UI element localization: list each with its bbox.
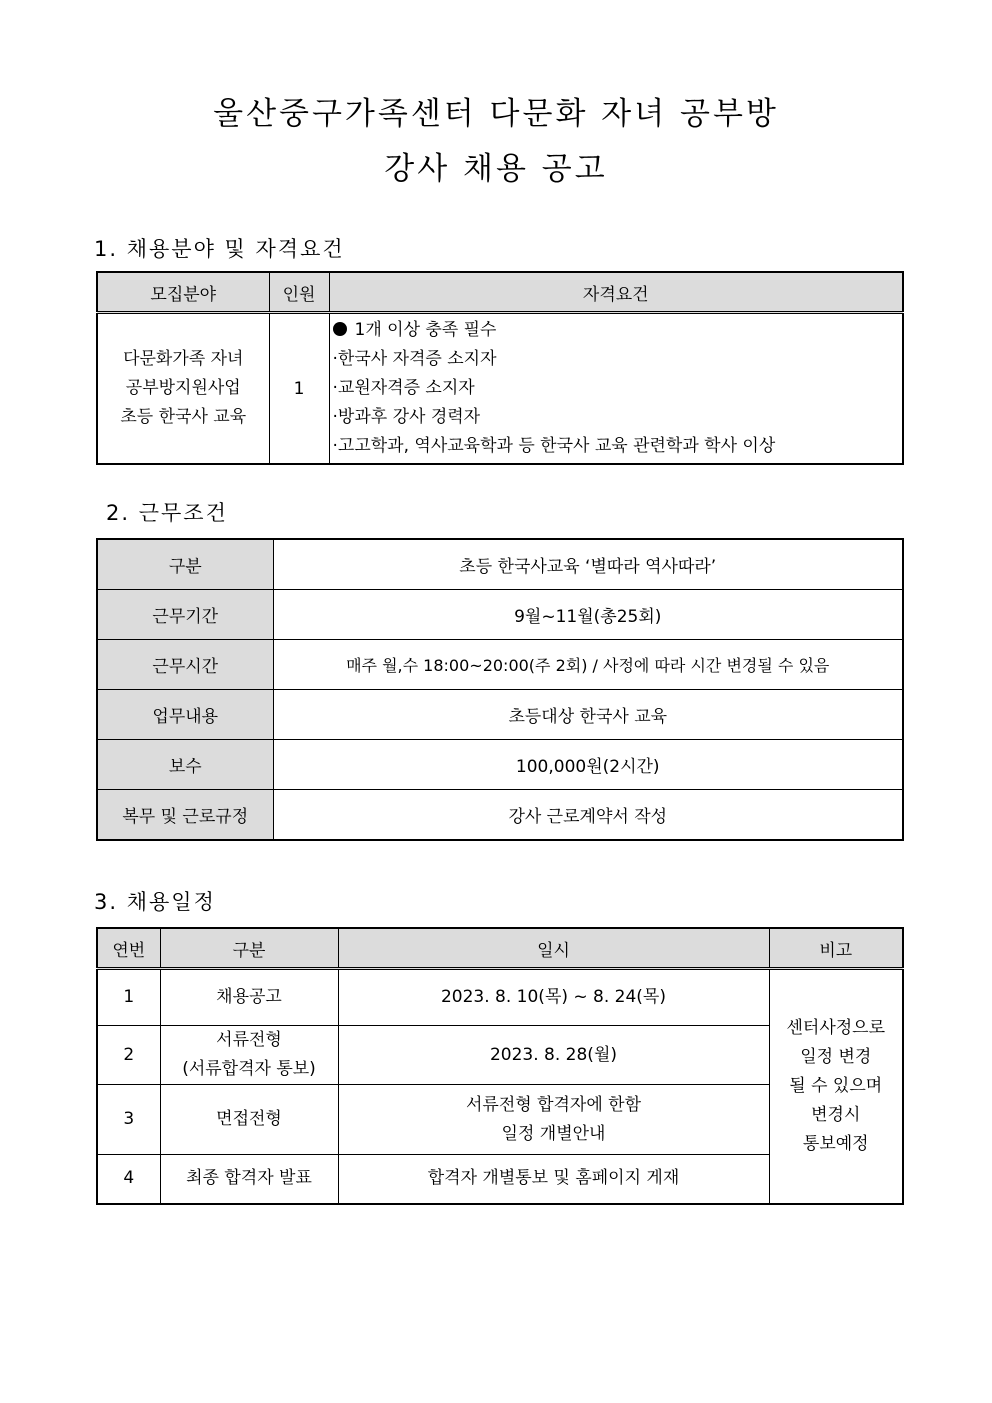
section-heading-recruitment: 1. 채용분야 및 자격요건: [94, 237, 345, 261]
field-line: 초등 한국사 교육: [120, 407, 247, 427]
row-no: 1: [97, 969, 160, 1026]
row-date: [338, 1026, 769, 1085]
header-date: 일시: [338, 928, 769, 969]
condition-label: 복무 및 근로규정: [97, 790, 273, 841]
type-line: 서류전형: [216, 1030, 282, 1050]
requirement-item: ·한국사 자격증 소지자: [332, 349, 497, 369]
condition-value: 초등대상 한국사 교육: [273, 690, 903, 740]
bullet-icon: [333, 322, 347, 336]
header-requirements: 자격요건: [329, 272, 903, 313]
row-type: [160, 1155, 338, 1204]
condition-label: 근무시간: [97, 640, 273, 690]
row-no: 3: [97, 1085, 160, 1155]
field-line: 공부방지원사업: [125, 378, 241, 398]
row-type: [160, 1026, 338, 1085]
requirement-item: ·고고학과, 역사교육학과 등 한국사 교육 관련학과 학사 이상: [332, 436, 776, 456]
page-subtitle: 강사 채용 공고: [384, 151, 608, 187]
header-no: 연번: [97, 928, 160, 969]
date-line: 일정 개별안내: [501, 1123, 606, 1144]
condition-label: 근무기간: [97, 590, 273, 640]
condition-value: 9월~11월(총25회): [273, 590, 903, 640]
header-count: 인원: [269, 272, 329, 313]
requirements-cell: [329, 313, 903, 465]
note-line: 변경시: [811, 1104, 861, 1125]
date-line: 2023. 8. 28(월): [489, 1044, 617, 1065]
type-line: 채용공고: [216, 987, 282, 1007]
table-row: [97, 740, 903, 790]
count-cell: 1: [269, 313, 329, 465]
row-date: [338, 1085, 769, 1155]
table-row: [97, 590, 903, 640]
condition-label: 업무내용: [97, 690, 273, 740]
row-date: [338, 969, 769, 1026]
row-no: 4: [97, 1155, 160, 1204]
field-line: 다문화가족 자녀: [123, 349, 244, 369]
table-row: [97, 969, 903, 1026]
note-line: 센터사정으로: [786, 1017, 886, 1038]
header-note: 비고: [769, 928, 903, 969]
date-line: 합격자 개별통보 및 홈페이지 게재: [427, 1168, 680, 1189]
requirement-item: ·방과후 강사 경력자: [332, 407, 481, 427]
recruitment-table: [96, 271, 904, 465]
section-heading-schedule: 3. 채용일정: [94, 890, 216, 914]
date-line: 2023. 8. 10(목) ~ 8. 24(목): [440, 987, 666, 1007]
condition-label: 구분: [97, 539, 273, 590]
note-line: 될 수 있으며: [789, 1075, 883, 1096]
table-row: [97, 690, 903, 740]
type-line: 최종 합격자 발표: [186, 1168, 312, 1189]
condition-label: 보수: [97, 740, 273, 790]
condition-value: 100,000원(2시간): [273, 740, 903, 790]
row-date: [338, 1155, 769, 1204]
condition-value: 강사 근로계약서 작성: [273, 790, 903, 841]
section-heading-conditions: 2. 근무조건: [106, 501, 228, 525]
schedule-table: [96, 927, 904, 1205]
field-cell: [97, 313, 269, 465]
table-row: [97, 640, 903, 690]
date-line: 서류전형 합격자에 한함: [465, 1094, 642, 1115]
page-title: 울산중구가족센터 다문화 자녀 공부방: [213, 96, 779, 132]
note-line: 일정 변경: [800, 1046, 872, 1067]
type-line: 면접전형: [216, 1109, 282, 1129]
row-type: [160, 969, 338, 1026]
header-field: 모집분야: [97, 272, 269, 313]
condition-value: 매주 월,수 18:00~20:00(주 2회) / 사정에 따라 시간 변경될 수 있음: [273, 640, 903, 690]
row-type: [160, 1085, 338, 1155]
table-row: [97, 539, 903, 590]
requirement-item: ·교원자격증 소지자: [332, 378, 475, 398]
type-line: (서류합격자 통보): [182, 1059, 316, 1079]
conditions-table: [96, 538, 904, 841]
condition-value: 초등 한국사교육 ‘별따라 역사따라’: [273, 539, 903, 590]
note-cell: [769, 969, 903, 1204]
header-type: 구분: [160, 928, 338, 969]
requirements-title: 1개 이상 충족 필수: [354, 320, 497, 340]
note-line: 통보예정: [802, 1133, 869, 1154]
row-no: 2: [97, 1026, 160, 1085]
table-row: [97, 790, 903, 841]
